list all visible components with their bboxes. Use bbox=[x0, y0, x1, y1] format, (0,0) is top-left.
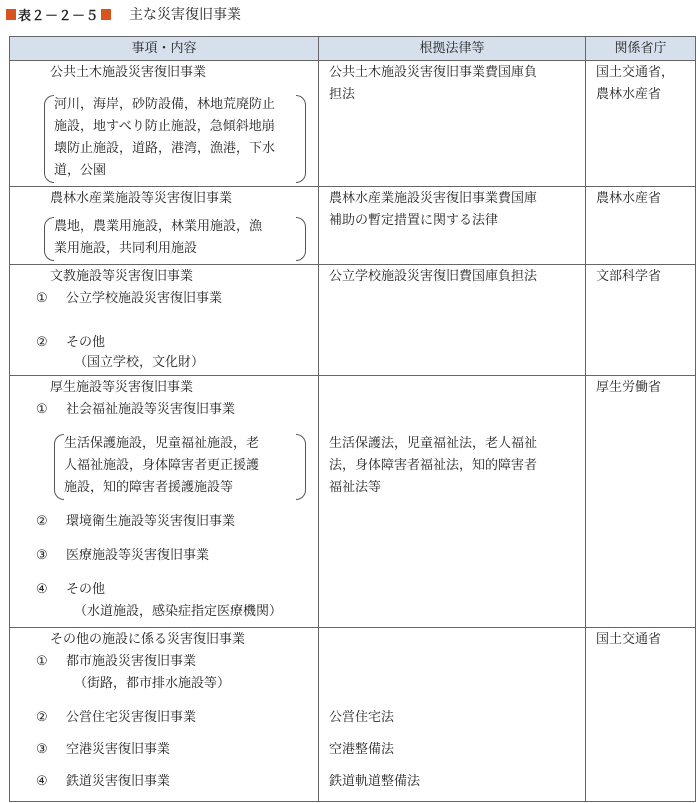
bracket-left bbox=[54, 434, 64, 500]
note-line: 道，公園 bbox=[54, 163, 107, 178]
header-ministry: 関係省庁 bbox=[586, 37, 696, 61]
ministry-cell bbox=[586, 61, 696, 187]
sub-item: その他 bbox=[66, 582, 106, 597]
table-row bbox=[10, 376, 696, 628]
note-line: 河川，海岸，砂防設備，林地荒廃防止 bbox=[54, 97, 276, 112]
sub-number: ① bbox=[36, 402, 48, 417]
law-line: 担法 bbox=[329, 87, 356, 102]
sub-item: 社会福祉施設等災害復旧事業 bbox=[66, 402, 236, 417]
note-line: 人福祉施設，身体障害者更正援護 bbox=[64, 458, 260, 473]
note-line: 壊防止施設，道路，港湾，漁港，下水 bbox=[54, 141, 276, 156]
item-cell bbox=[10, 376, 319, 628]
bracket-left bbox=[44, 95, 54, 183]
disaster-recovery-table bbox=[9, 36, 696, 802]
title-square-icon bbox=[6, 9, 16, 20]
law-line: 福祉法等 bbox=[329, 480, 382, 495]
ministry-line: 国土交通省， bbox=[596, 65, 675, 80]
sub-number: ④ bbox=[36, 582, 48, 597]
table-caption: 主な災害復旧事業 bbox=[129, 7, 242, 23]
sub-number: ② bbox=[36, 710, 48, 725]
ministry-cell bbox=[586, 187, 696, 265]
note-line: 施設，知的障害者援護施設等 bbox=[64, 480, 234, 495]
sub-detail: （国立学校，文化財） bbox=[74, 355, 205, 370]
sub-item: 公立学校施設災害復旧事業 bbox=[66, 291, 223, 306]
sub-item: 鉄道災害復旧事業 bbox=[66, 774, 171, 789]
sub-item: 公営住宅災害復旧事業 bbox=[66, 710, 197, 725]
sub-number: ① bbox=[36, 654, 48, 669]
law-line: 公立学校施設災害復旧費国庫負担法 bbox=[329, 269, 538, 284]
law-cell bbox=[319, 376, 586, 628]
header-item: 事項・内容 bbox=[10, 37, 319, 61]
table-row bbox=[10, 628, 696, 802]
note-line: 生活保護施設，児童福祉施設，老 bbox=[64, 436, 260, 451]
title-square-icon bbox=[101, 9, 111, 20]
item-cell bbox=[10, 628, 319, 802]
table-row bbox=[10, 265, 696, 376]
table-number: 表２－２－５ bbox=[18, 8, 100, 24]
sub-number: ② bbox=[36, 335, 48, 350]
sub-item: 空港災害復旧事業 bbox=[66, 742, 171, 757]
sub-item: 都市施設災害復旧事業 bbox=[66, 654, 197, 669]
item-title: 農林水産業施設等災害復旧事業 bbox=[50, 191, 233, 206]
sub-number: ③ bbox=[36, 548, 48, 563]
ministry-cell bbox=[586, 376, 696, 628]
table-row bbox=[10, 61, 696, 187]
law-line: 公営住宅法 bbox=[329, 710, 395, 725]
sub-number: ③ bbox=[36, 742, 48, 757]
ministry-line: 厚生労働省 bbox=[596, 380, 662, 395]
ministry-line: 農林水産省 bbox=[596, 87, 662, 102]
sub-item: その他 bbox=[66, 335, 106, 350]
ministry-line: 国土交通省 bbox=[596, 632, 662, 647]
note-line: 農地，農業用施設，林業用施設，漁 bbox=[54, 219, 263, 234]
item-title: その他の施設に係る災害復旧事業 bbox=[50, 632, 246, 647]
law-cell bbox=[319, 187, 586, 265]
item-title: 文教施設等災害復旧事業 bbox=[50, 269, 194, 284]
item-title: 厚生施設等災害復旧事業 bbox=[50, 380, 194, 395]
note-line: 業用施設，共同利用施設 bbox=[54, 241, 198, 256]
sub-number: ① bbox=[36, 291, 48, 306]
bracket-right bbox=[296, 434, 306, 500]
ministry-cell bbox=[586, 265, 696, 376]
law-line: 鉄道軌道整備法 bbox=[329, 774, 421, 789]
item-cell bbox=[10, 61, 319, 187]
item-cell bbox=[10, 187, 319, 265]
law-cell bbox=[319, 628, 586, 802]
law-line: 公共土木施設災害復旧事業費国庫負 bbox=[329, 65, 538, 80]
note-line: 施設，地すべり防止施設，急傾斜地崩 bbox=[54, 119, 275, 134]
item-cell bbox=[10, 265, 319, 376]
law-line: 補助の暫定措置に関する法律 bbox=[329, 213, 499, 228]
law-line: 法，身体障害者福祉法，知的障害者 bbox=[329, 458, 538, 473]
bracket-right bbox=[296, 217, 306, 261]
header-row bbox=[10, 37, 696, 61]
law-cell bbox=[319, 265, 586, 376]
sub-item: 環境衛生施設等災害復旧事業 bbox=[66, 514, 236, 529]
item-title: 公共土木施設災害復旧事業 bbox=[50, 65, 207, 80]
law-line: 農林水産業施設災害復旧事業費国庫 bbox=[329, 191, 538, 206]
sub-detail: （街路，都市排水施設等） bbox=[74, 676, 231, 691]
law-line: 空港整備法 bbox=[329, 742, 395, 757]
ministry-cell bbox=[586, 628, 696, 802]
sub-number: ④ bbox=[36, 774, 48, 789]
sub-number: ② bbox=[36, 514, 48, 529]
law-line: 生活保護法，児童福祉法，老人福祉 bbox=[329, 436, 538, 451]
ministry-line: 農林水産省 bbox=[596, 191, 662, 206]
table-title bbox=[6, 4, 241, 24]
sub-item: 医療施設等災害復旧事業 bbox=[66, 548, 210, 563]
bracket-left bbox=[44, 217, 54, 261]
ministry-line: 文部科学省 bbox=[596, 269, 662, 284]
law-cell bbox=[319, 61, 586, 187]
sub-detail: （水道施設，感染症指定医療機関） bbox=[74, 604, 283, 619]
header-law: 根拠法律等 bbox=[319, 37, 586, 61]
bracket-right bbox=[296, 95, 306, 183]
table-row bbox=[10, 187, 696, 265]
